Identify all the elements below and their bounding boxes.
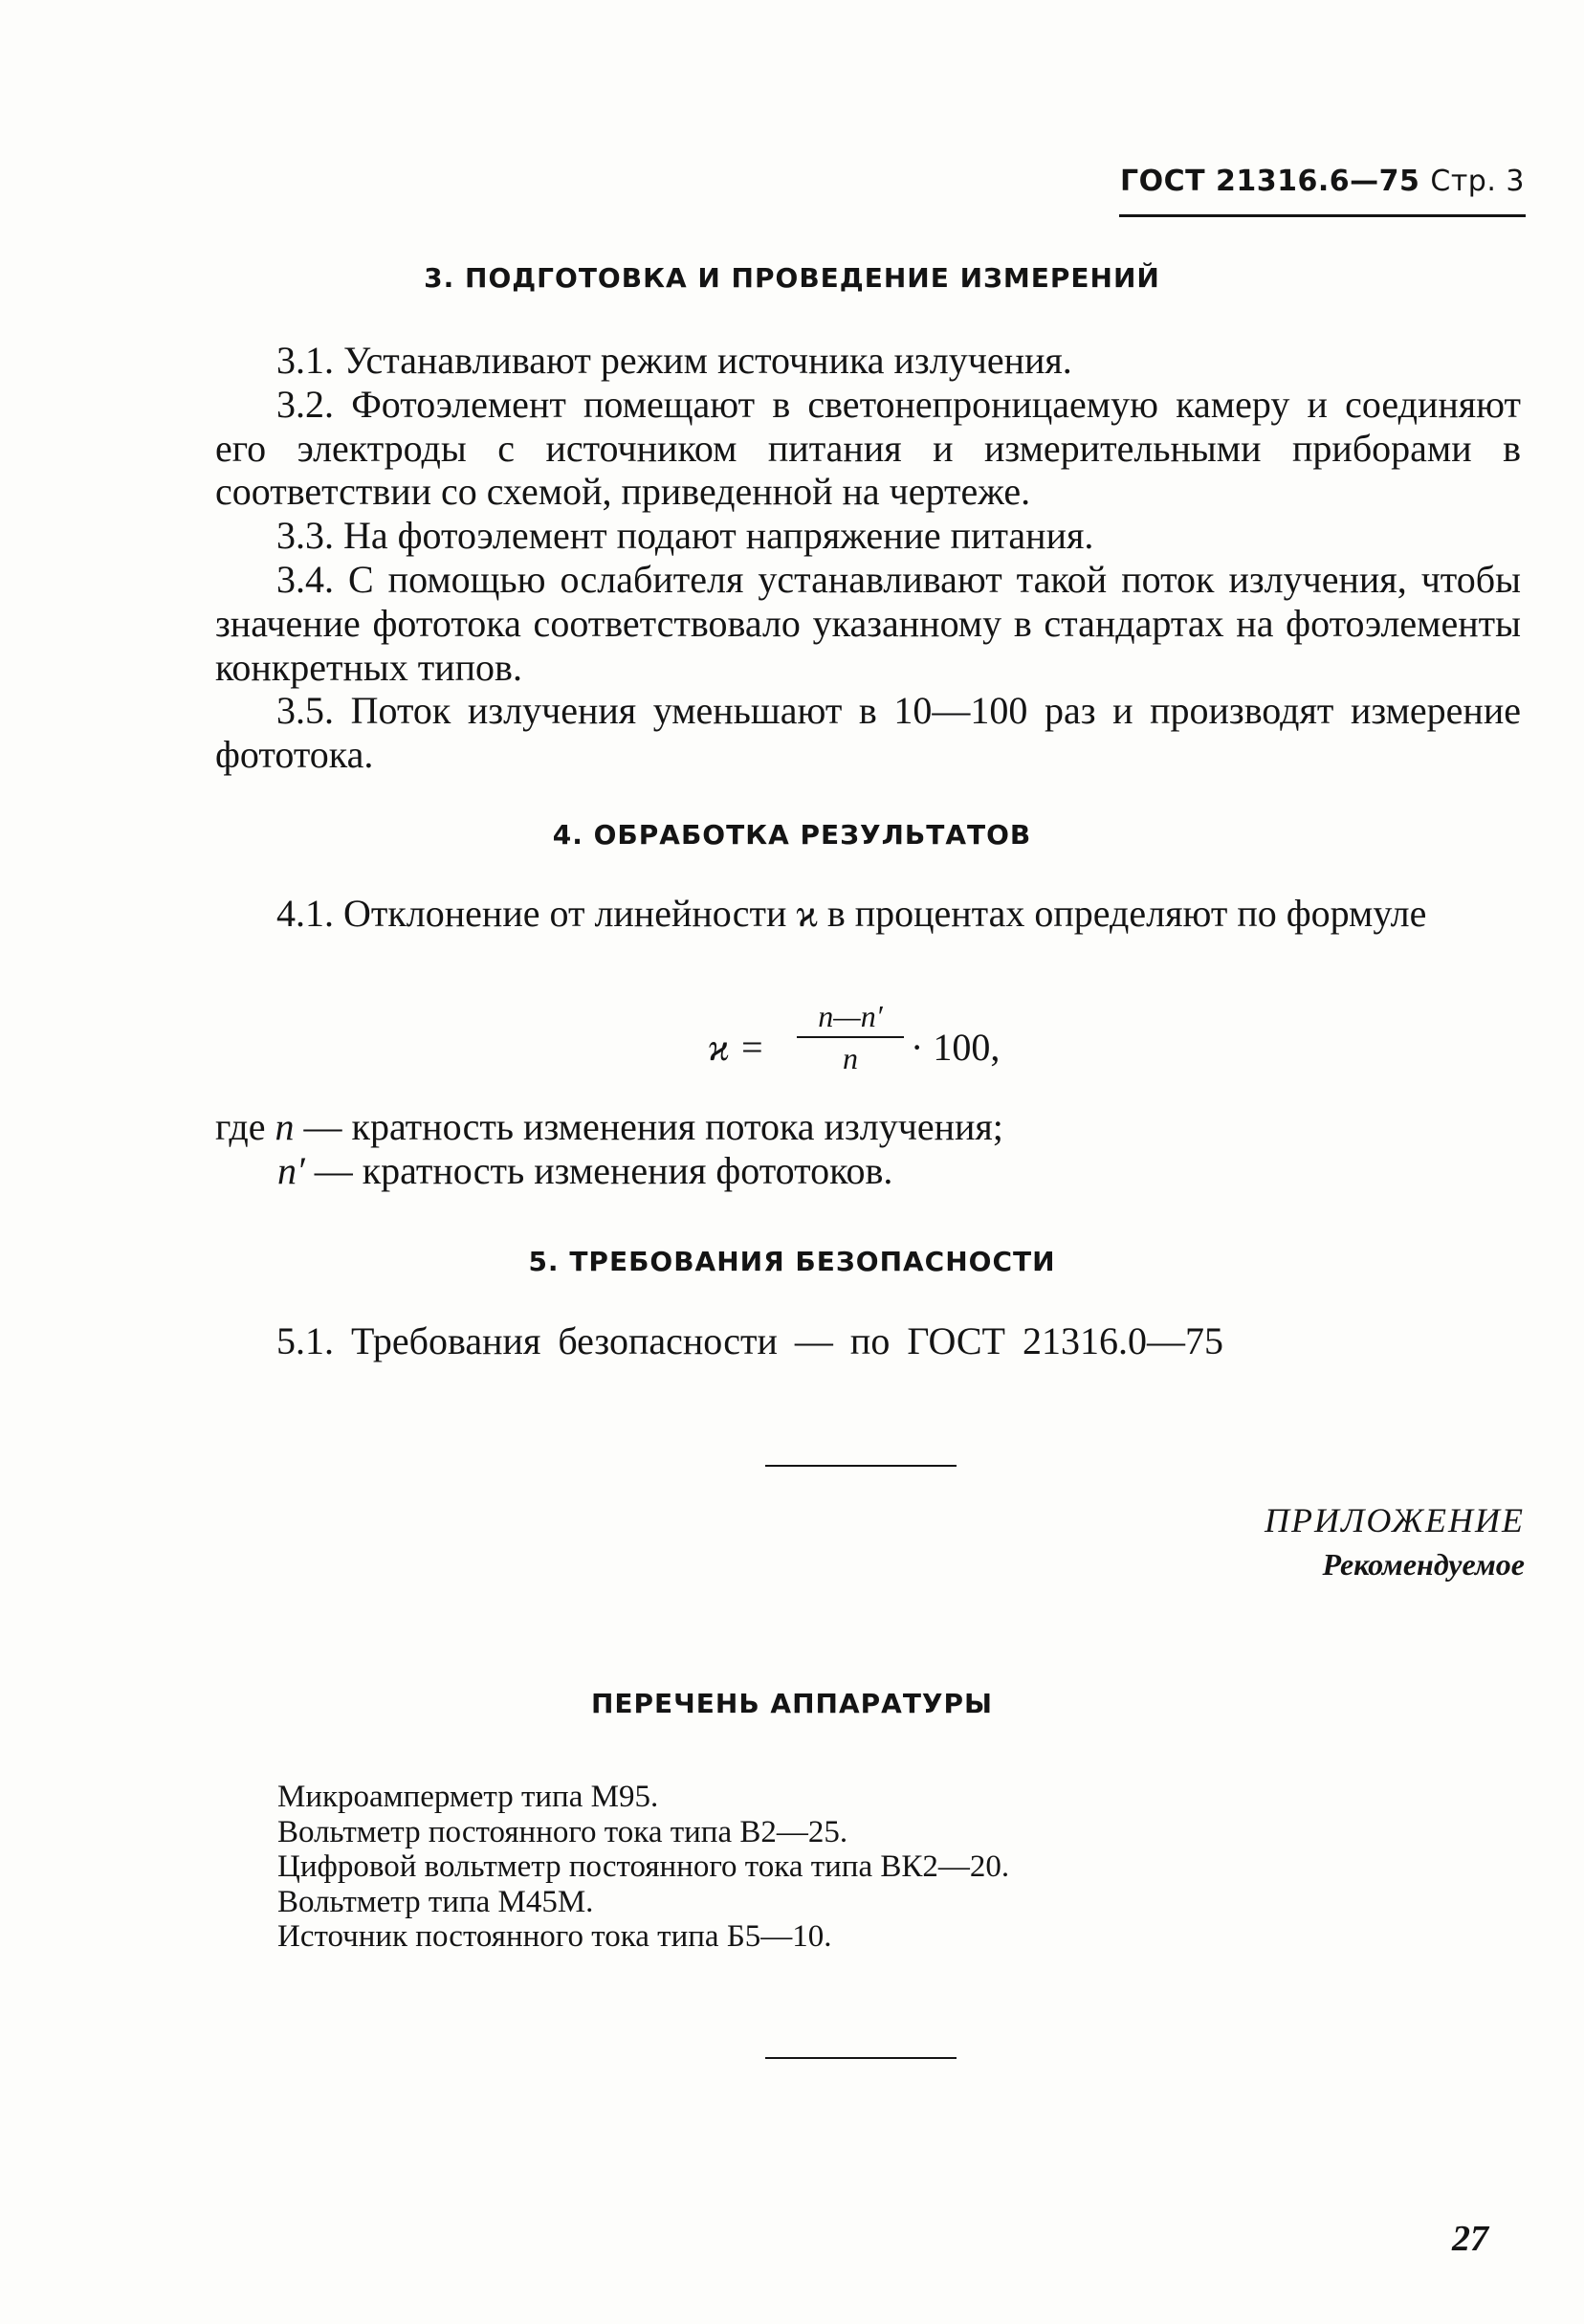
definition-text: — кратность изменения фототоков. <box>314 1148 893 1192</box>
paragraph-4-1: 4.1. Отклонение от линейности ϰ в процентах определяют по формуле <box>276 892 1427 935</box>
section5-title: 5. ТРЕБОВАНИЯ БЕЗОПАСНОСТИ <box>528 1246 1056 1277</box>
header-rule <box>1119 214 1526 217</box>
definition-text: — кратность изменения потока излучения; <box>303 1105 1003 1148</box>
paragraph-5-1: 5.1. Требования безопасности — по ГОСТ 21316.0—75 <box>276 1319 1223 1362</box>
formula-rhs: · 100, <box>911 1026 1001 1069</box>
section3-title: 3. ПОДГОТОВКА И ПРОВЕДЕНИЕ ИЗМЕРЕНИЙ <box>424 262 1160 294</box>
definition-row <box>215 1149 1003 1193</box>
formula-denominator: n <box>843 1041 858 1075</box>
list-item: Цифровой вольтметр постоянного тока типа ВК2—20. <box>277 1849 1010 1884</box>
appendix-label <box>1265 1497 1525 1585</box>
paragraph-3-2: 3.2. Фотоэлемент помещают в светонепроницаемую камеру и соединяют его электроды с источником питания и измерительными приборами в соответствии со схемой, приведенной на чертеже. <box>215 382 1521 514</box>
list-item: Микроамперметр типа М95. <box>277 1780 659 1814</box>
section-divider <box>765 1465 957 1467</box>
section3-body <box>215 339 1521 777</box>
formula-lhs: ϰ = <box>708 1026 765 1069</box>
equipment-list <box>277 1780 1009 1955</box>
where-word: где <box>215 1105 266 1148</box>
fraction-bar <box>797 1036 904 1038</box>
formula-numerator: n—n′ <box>818 999 883 1033</box>
section4-body <box>215 892 1521 936</box>
page-number: 27 <box>1452 2219 1488 2259</box>
list-item: Вольтметр типа М45М. <box>277 1884 594 1919</box>
definition-symbol: n <box>275 1105 295 1148</box>
header-standard: ГОСТ 21316.6—75 <box>1119 165 1420 198</box>
paragraph-3-3: 3.3. На фотоэлемент подают напряжение питания. <box>276 514 1094 558</box>
appendix-title: ПРИЛОЖЕНИЕ <box>1265 1501 1525 1539</box>
end-divider <box>765 2057 957 2059</box>
formula-definitions <box>215 1105 1003 1193</box>
appendix-subtitle: Рекомендуемое <box>1322 1547 1525 1582</box>
list-item: Источник постоянного тока типа Б5—10. <box>277 1919 832 1954</box>
page-header <box>1120 165 1525 198</box>
definition-symbol: n′ <box>277 1148 305 1192</box>
list-item: Вольтметр постоянного тока типа В2—25. <box>277 1814 848 1849</box>
paragraph-3-4: 3.4. С помощью ослабителя устанавливают такой поток излучения, чтобы значение фототока соответствовало указанному в стандартах на фотоэлементы конкретных типов. <box>215 557 1521 689</box>
equipment-title: ПЕРЕЧЕНЬ АППАРАТУРЫ <box>590 1688 994 1719</box>
paragraph-3-1: 3.1. Устанавливают режим источника излучения. <box>276 339 1072 382</box>
formula-fraction <box>797 1000 904 1074</box>
definition-row <box>215 1105 1003 1149</box>
header-page-label: Стр. 3 <box>1430 165 1525 198</box>
paragraph-3-5: 3.5. Поток излучения уменьшают в 10—100 раз и производят измерение фототока. <box>215 689 1521 777</box>
section4-title: 4. ОБРАБОТКА РЕЗУЛЬТАТОВ <box>552 819 1032 851</box>
